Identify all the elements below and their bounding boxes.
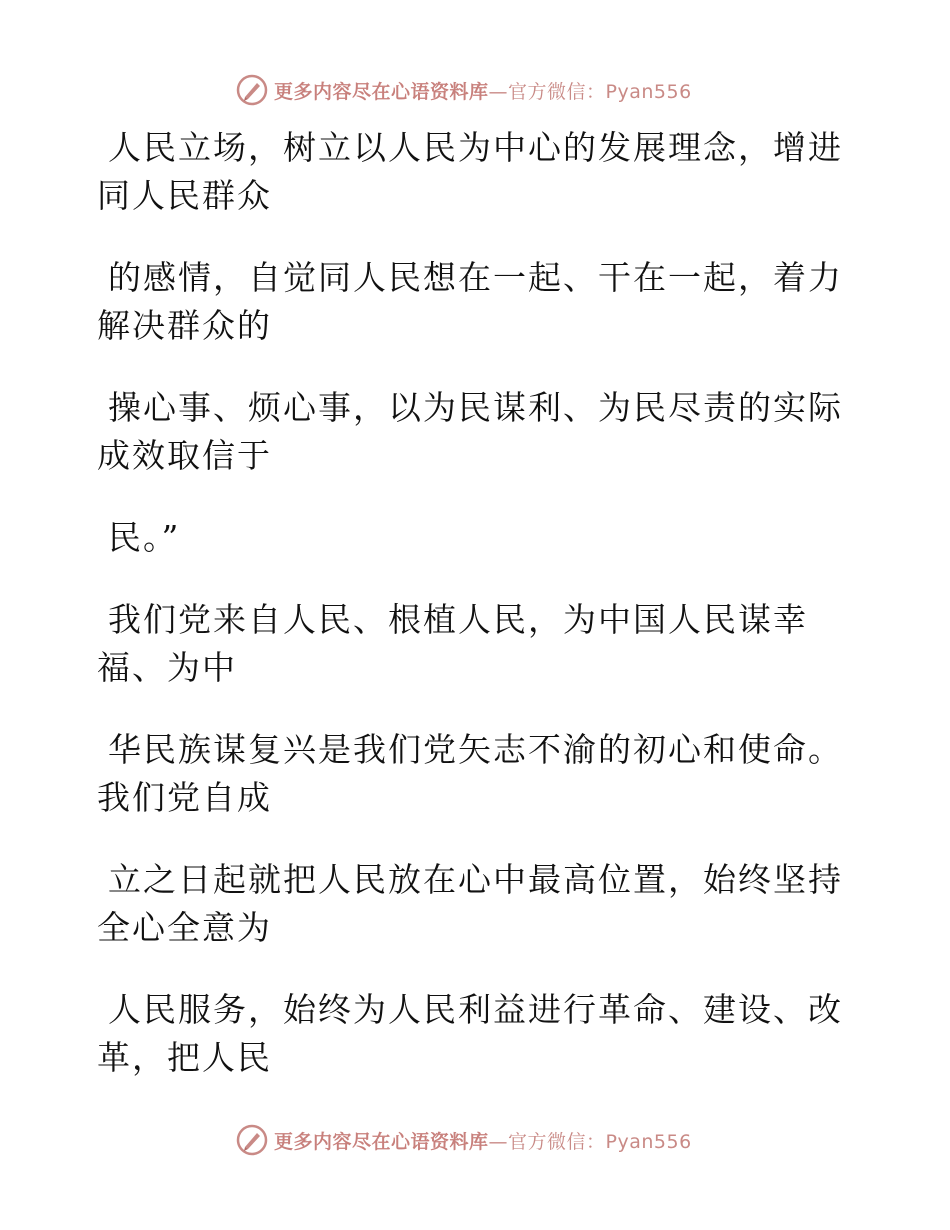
paragraph	[97, 596, 837, 692]
text-line: 福、为中	[97, 648, 237, 687]
watermark-text	[274, 1127, 692, 1154]
text-line: 立之日起就把人民放在心中最高位置，始终坚持	[108, 860, 843, 899]
text-line: 华民族谋复兴是我们党矢志不渝的初心和使命。	[108, 730, 843, 769]
paragraph	[97, 986, 843, 1082]
text-line: 的感情，自觉同人民想在一起、干在一起，着力	[108, 258, 843, 297]
watermark-brand: 更多内容尽在心语资料库	[274, 1130, 489, 1153]
paragraph	[97, 254, 843, 350]
text-line: 革，把人民	[97, 1038, 272, 1077]
watermark-dash: —	[488, 80, 509, 103]
text-line: 我们党自成	[97, 778, 272, 817]
watermark-dash: —	[488, 1130, 509, 1153]
text-line: 全心全意为	[97, 908, 272, 947]
pen-logo-icon	[236, 74, 268, 106]
watermark-text	[274, 77, 692, 104]
text-line: 我们党来自人民、根植人民，为中国人民谋幸	[108, 600, 808, 639]
watermark-contact: 官方微信：Pyan556	[508, 80, 692, 103]
paragraph	[97, 726, 843, 822]
text-line: 解决群众的	[97, 306, 272, 345]
pen-logo-icon	[236, 1124, 268, 1156]
paragraph	[97, 514, 837, 562]
footer-watermark	[236, 1123, 692, 1157]
header-watermark	[236, 73, 692, 107]
text-line: 人民服务，始终为人民利益进行革命、建设、改	[108, 990, 843, 1029]
watermark-brand: 更多内容尽在心语资料库	[274, 80, 489, 103]
text-line: 民。”	[108, 518, 181, 557]
paragraph	[97, 856, 843, 952]
document-body	[97, 124, 843, 1082]
text-line: 操心事、烦心事，以为民谋利、为民尽责的实际	[108, 388, 843, 427]
paragraph	[97, 384, 843, 480]
text-line: 同人民群众	[97, 176, 272, 215]
text-line: 人民立场，树立以人民为中心的发展理念，增进	[108, 128, 843, 167]
watermark-contact: 官方微信：Pyan556	[508, 1130, 692, 1153]
text-line: 成效取信于	[97, 436, 272, 475]
paragraph	[97, 124, 843, 220]
